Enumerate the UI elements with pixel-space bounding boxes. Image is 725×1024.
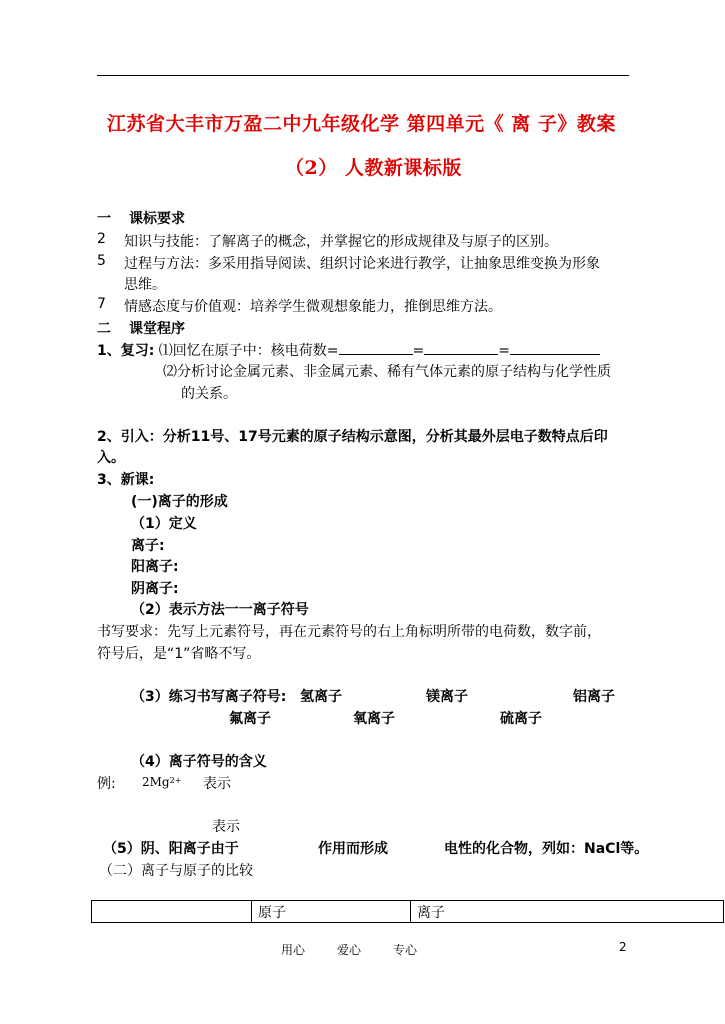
comparison-table — [91, 900, 724, 923]
objective-text: 情感态度与价值观：培养学生微观想象能力，推倒思维方法。 — [124, 299, 502, 315]
objective-number: 2 — [97, 231, 106, 247]
practice-item: 镁离子 — [426, 689, 468, 705]
objective-number: 5 — [97, 253, 106, 269]
representation-heading: （2）表示方法一一离子符号 — [131, 602, 309, 618]
example-means-2: 表示 — [212, 819, 240, 835]
table-header-cell: 原子 — [252, 901, 411, 923]
section2-number: 二 — [97, 321, 111, 337]
cation-label: 阳离子: — [131, 559, 179, 575]
document-title-line1: 江苏省大丰市万盈二中九年级化学 第四单元《 离 子》教案 — [107, 113, 616, 135]
ion-label: 离子: — [131, 538, 165, 554]
objective-text-cont: 思维。 — [124, 277, 166, 293]
example-ion-base: 2Mg — [142, 775, 170, 789]
footer-motto-3: 专心 — [393, 943, 418, 957]
objective-item — [97, 231, 106, 247]
review-question-2-cont: 的关系。 — [181, 386, 237, 402]
section2-heading — [97, 318, 185, 338]
writing-requirement-line1: 书写要求：先写上元素符号，再在元素符号的右上角标明所带的电荷数，数字前， — [97, 624, 601, 640]
objective-text: 过程与方法：多采用指导阅读、组织讨论来进行教学，让抽象思维变换为形象 — [124, 256, 600, 272]
practice-item: 氧离子 — [353, 711, 395, 727]
footer-motto-2: 爱心 — [337, 943, 362, 957]
section1-number: 一 — [97, 211, 111, 227]
blank-1 — [339, 340, 413, 355]
practice-item: 氢离子 — [300, 689, 342, 705]
intro-line1: 2、引入：分析11号、17号元素的原子结构示意图，分析其最外层电子数特点后印 — [97, 429, 608, 445]
example-ion-symbol — [142, 775, 181, 789]
section1-heading — [97, 208, 185, 228]
page-number: 2 — [619, 940, 627, 954]
example-ion-charge: 2+ — [169, 776, 182, 785]
practice-item: 硫离子 — [500, 711, 542, 727]
objective-text: 知识与技能：了解离子的概念，并掌握它的形成规律及与原子的区别。 — [124, 234, 558, 250]
practice-item: 氟离子 — [229, 711, 271, 727]
example-means-1: 表示 — [203, 776, 231, 792]
table-header-cell: 离子 — [411, 901, 724, 923]
practice-label: （3）练习书写离子符号: — [131, 689, 287, 705]
review-question-2: ⑵分析讨论金属元素、非金属元素、稀有气体元素的原子结构与化学性质 — [163, 364, 611, 380]
blank-3 — [510, 340, 600, 355]
section2-title: 课堂程序 — [129, 321, 185, 337]
symbol-meaning-heading: （4）离子符号的含义 — [131, 754, 267, 770]
objective-number: 7 — [97, 296, 106, 312]
review-line1 — [97, 340, 600, 360]
review-question-1: ⑴回忆在原子中：核电荷数= — [158, 343, 339, 359]
definition-heading: （1）定义 — [131, 516, 197, 532]
item5-part-c: 电性的化合物，列如：NaCl等。 — [444, 841, 649, 857]
subsection-ion-formation: (一)离子的形成 — [131, 494, 228, 510]
header-rule — [97, 75, 629, 76]
section1-title: 课标要求 — [129, 211, 185, 227]
practice-item: 铝离子 — [573, 689, 615, 705]
writing-requirement-line2: 符号后，是“1”省略不写。 — [97, 646, 261, 662]
subsection-comparison: （二）离子与原子的比较 — [99, 863, 253, 879]
item5-part-a: （5）阴、阳离子由于 — [103, 841, 239, 857]
review-label: 1、复习: — [97, 343, 155, 359]
item5-part-b: 作用而形成 — [318, 841, 388, 857]
document-title-line2: （2） 人教新课标版 — [285, 157, 462, 179]
anion-label: 阴离子: — [131, 581, 179, 597]
footer-motto-1: 用心 — [281, 943, 306, 957]
example-label: 例: — [97, 776, 116, 792]
equals-sign: = — [498, 343, 510, 359]
equals-sign: = — [412, 343, 425, 359]
blank-2 — [424, 340, 498, 355]
table-header-cell — [92, 901, 252, 923]
new-lesson-label: 3、新课: — [97, 472, 155, 488]
table-row — [92, 901, 724, 923]
intro-line2: 入。 — [97, 450, 125, 466]
